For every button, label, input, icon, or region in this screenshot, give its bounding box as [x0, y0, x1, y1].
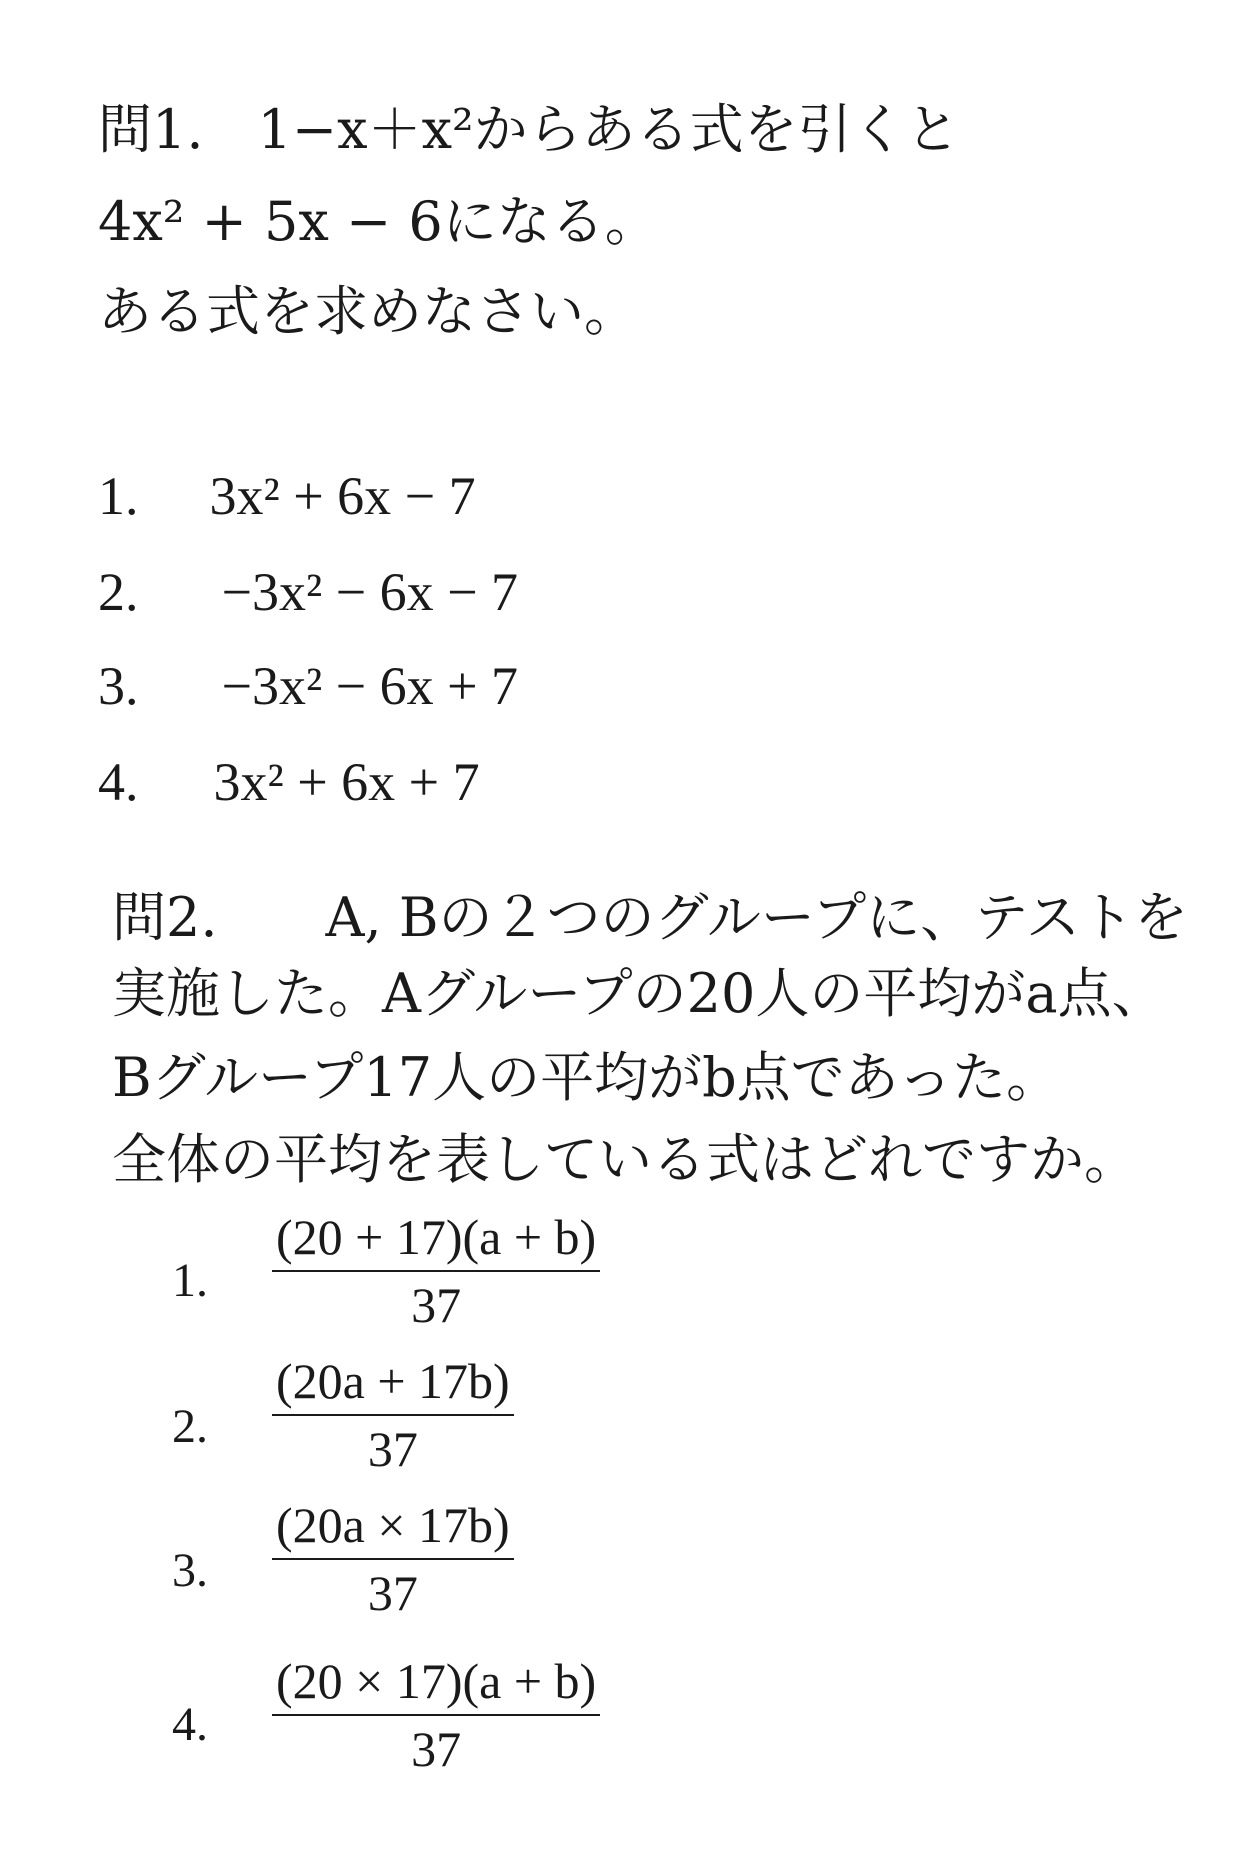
q1-choice-4-number: 4. [98, 752, 139, 812]
q1-choice-2[interactable] [98, 562, 518, 622]
q1-choice-3-expression: −3x² − 6x + 7 [221, 656, 519, 716]
q1-line1: 問1. 1−x＋x²からある式を引くと [98, 98, 960, 161]
q2-choice-2-numerator: (20a + 17b) [272, 1352, 514, 1416]
q1-choice-1[interactable] [98, 466, 476, 526]
q2-choice-4-denominator: 37 [411, 1721, 462, 1777]
q2-line3: Bグループ17人の平均がb点であった。 [112, 1046, 1061, 1109]
q1-line3: ある式を求めなさい。 [98, 280, 638, 343]
q2-line2: 実施した。Aグループの20人の平均がa点、 [112, 962, 1166, 1025]
q1-choice-4-expression: 3x² + 6x + 7 [213, 752, 480, 812]
q2-choice-2-fraction[interactable] [272, 1352, 514, 1478]
q1-line2: 4x² + 5x − 6になる。 [98, 190, 659, 253]
q2-choice-4-numerator: (20 × 17)(a + b) [272, 1652, 600, 1716]
q1-choice-1-expression: 3x² + 6x − 7 [209, 466, 476, 526]
q2-choice-1-fraction[interactable] [272, 1208, 600, 1334]
q2-choice-2-denominator: 37 [367, 1421, 418, 1477]
q2-choice-1-numerator: (20 + 17)(a + b) [272, 1208, 600, 1272]
q2-line1: 問2. A, Bの２つのグループに、テストを [112, 886, 1189, 949]
q2-choice-3-denominator: 37 [367, 1565, 418, 1621]
q2-choice-3-numerator: (20a × 17b) [272, 1496, 514, 1560]
q2-choice-3-number: 3. [172, 1544, 208, 1597]
q2-choice-1-denominator: 37 [411, 1277, 462, 1333]
q2-choice-2-number: 2. [172, 1400, 208, 1453]
q2-choice-4-fraction[interactable] [272, 1652, 600, 1778]
q1-choice-1-number: 1. [98, 466, 139, 526]
q1-choice-3-number: 3. [98, 656, 139, 716]
q1-choice-4[interactable] [98, 752, 480, 812]
q2-choice-3-fraction[interactable] [272, 1496, 514, 1622]
q1-choice-3[interactable] [98, 656, 518, 716]
q1-choice-2-number: 2. [98, 562, 139, 622]
q2-choice-4-number: 4. [172, 1698, 208, 1751]
q2-line4: 全体の平均を表している式はどれですか。 [112, 1128, 1138, 1191]
q1-choice-2-expression: −3x² − 6x − 7 [221, 562, 519, 622]
q2-choice-1-number: 1. [172, 1254, 208, 1307]
